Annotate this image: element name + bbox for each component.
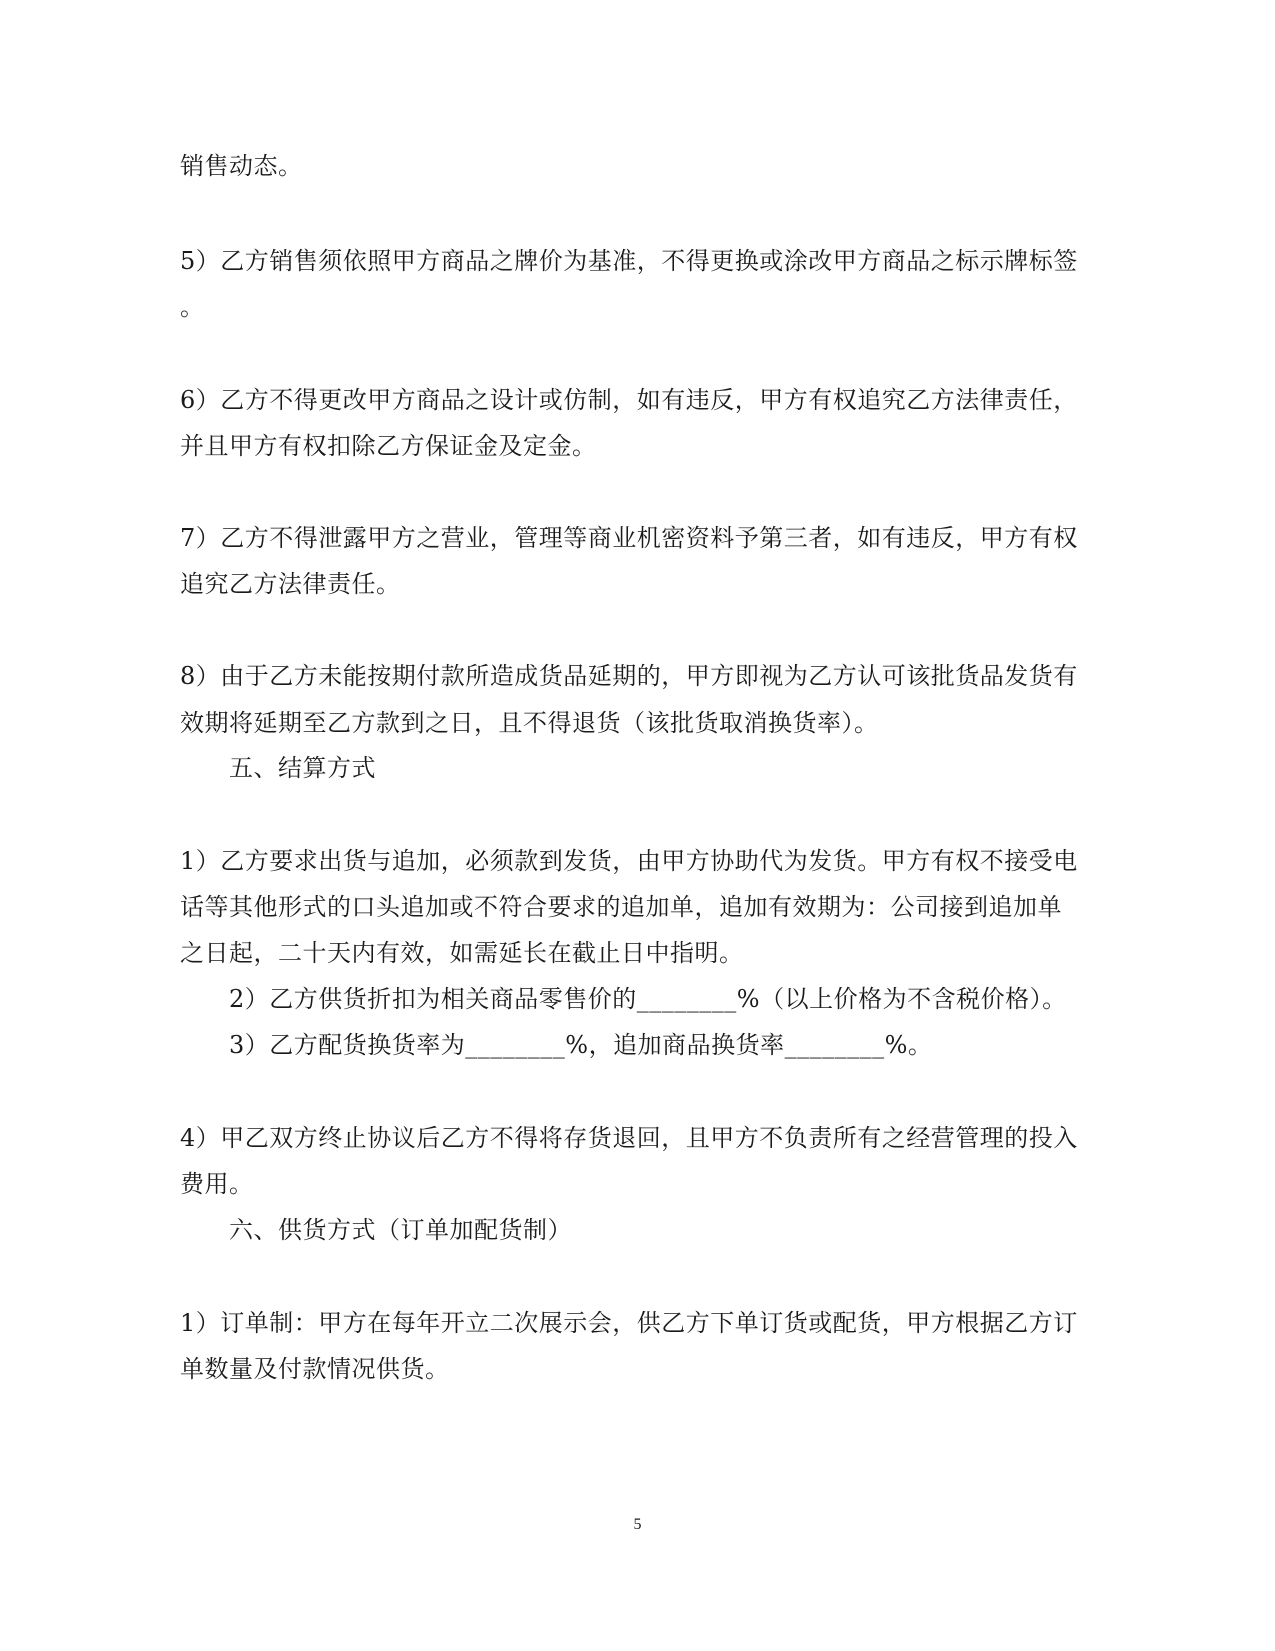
- text-line: 7）乙方不得泄露甲方之营业，管理等商业机密资料予第三者，如有违反，甲方有权: [180, 524, 1078, 552]
- text-line: 。: [180, 293, 205, 321]
- text-line: 2）乙方供货折扣为相关商品零售价的________%（以上价格为不含税价格）。: [229, 985, 1067, 1013]
- text-line: 之日起，二十天内有效，如需延长在截止日中指明。: [180, 939, 744, 967]
- text-line: 费用。: [180, 1170, 254, 1198]
- text-line: 4）甲乙双方终止协议后乙方不得将存货退回，且甲方不负责所有之经营管理的投入: [180, 1124, 1078, 1152]
- text-line: 8）由于乙方未能按期付款所造成货品延期的，甲方即视为乙方认可该批货品发货有: [180, 662, 1078, 690]
- text-line: 单数量及付款情况供货。: [180, 1355, 450, 1383]
- text-line: 追究乙方法律责任。: [180, 570, 401, 598]
- text-line: 话等其他形式的口头追加或不符合要求的追加单，追加有效期为：公司接到追加单: [180, 893, 1062, 921]
- page-number: 5: [633, 1516, 642, 1533]
- text-line: 5）乙方销售须依照甲方商品之牌价为基准，不得更换或涂改甲方商品之标示牌标签: [180, 247, 1078, 275]
- text-line: 6）乙方不得更改甲方商品之设计或仿制，如有违反，甲方有权追究乙方法律责任，: [180, 386, 1078, 414]
- text-line: 1）订单制：甲方在每年开立二次展示会，供乙方下单订货或配货，甲方根据乙方订: [180, 1309, 1078, 1337]
- text-line: 销售动态。: [180, 152, 303, 180]
- text-line: 效期将延期至乙方款到之日，且不得退货（该批货取消换货率）。: [180, 709, 879, 737]
- section-heading: 六、供货方式（订单加配货制）: [229, 1216, 572, 1244]
- section-heading: 五、结算方式: [229, 754, 376, 782]
- text-line: 3）乙方配货换货率为________%，追加商品换货率________%。: [229, 1031, 933, 1059]
- text-line: 1）乙方要求出货与追加，必须款到发货，由甲方协助代为发货。甲方有权不接受电: [180, 847, 1078, 875]
- text-line: 并且甲方有权扣除乙方保证金及定金。: [180, 432, 597, 460]
